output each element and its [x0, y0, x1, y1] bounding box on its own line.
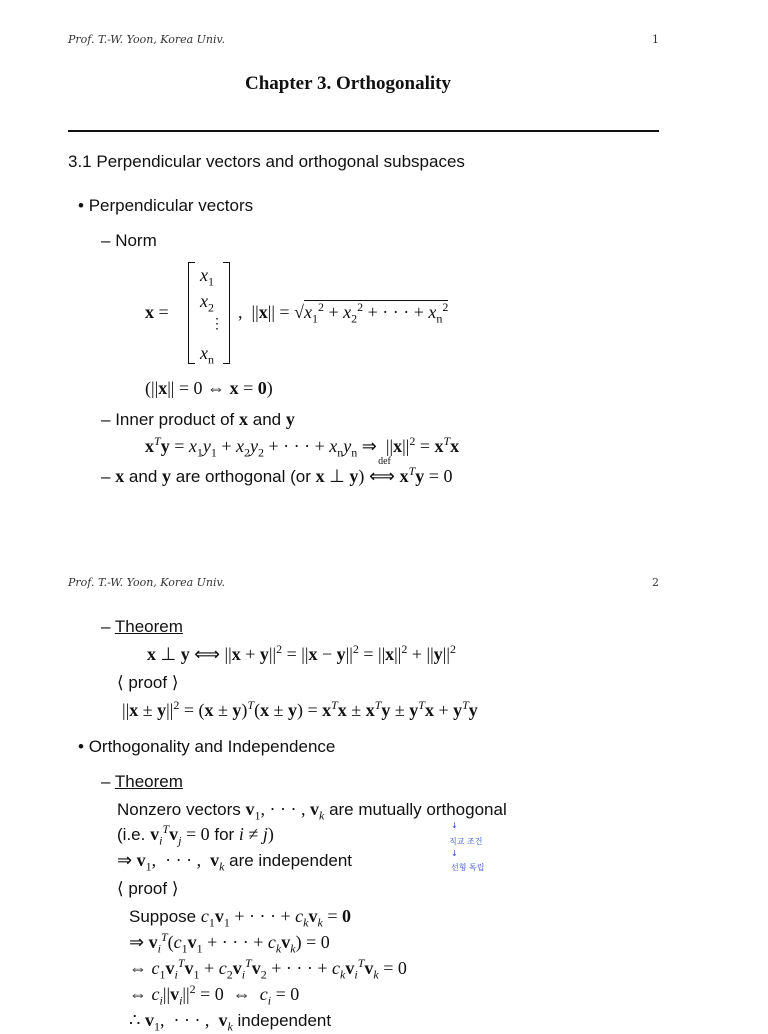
- nonzero-vectors-line: Nonzero vectors $v_1$, · · · , $v_k$ are mutually orthogonal: [117, 799, 507, 823]
- chapter-title: Chapter 3. Orthogonality: [245, 73, 452, 94]
- page1-header-author: Prof. T.-W. Yoon, Korea Univ.: [68, 33, 225, 46]
- proof-step-2: ⇔ $c_1v_i^Tv_1 + c_2v_i^Tv_2$ + · · · + $c_kv_i^Tv_k = 0$: [129, 956, 407, 982]
- proof1-label: ⟨ proof ⟩: [117, 673, 179, 692]
- bullet-perpendicular-vectors: • Perpendicular vectors: [78, 196, 254, 215]
- proof1-formula: $||x \pm y||^2 = (x \pm y)^T(x \pm y) = x^Tx \pm x^Ty \pm y^Tx + y^Ty$: [122, 698, 478, 720]
- page2-page-number: 2: [652, 576, 659, 589]
- independent-last: independent: [237, 1011, 332, 1030]
- vector-entry-xn: $x_n$: [200, 343, 214, 367]
- inner-product-item: – Inner product of x and y: [101, 409, 295, 429]
- ie-prefix: (i.e.: [117, 825, 146, 844]
- theorem1-label: Theorem: [114, 617, 183, 636]
- inner-product-label: Inner product of: [115, 410, 235, 429]
- theorem1-item: – Theorem: [101, 617, 183, 636]
- bullet-perpendicular-label: Perpendicular vectors: [88, 196, 254, 215]
- down-arrow-icon: ↓: [451, 821, 458, 830]
- norm-item: – Norm: [101, 231, 157, 250]
- norm-zero-note: (||x|| = 0 ⇔ x = 0): [145, 378, 273, 398]
- right-bracket: [223, 262, 230, 364]
- inner-product-formula: $x^Ty = x_1y_1 + x_2y_2$ + · · · + $x_ny_n$ ⇒ $||x||^2 = x^Tx$: [145, 434, 460, 460]
- independent-line: ⇒ $v_1$, · · · , $v_k$ are independent: [117, 850, 353, 874]
- handwritten-note-1: 직교 조건: [449, 837, 483, 846]
- orthogonal-definition: – x and y are orthogonal (or x ⊥ y) def ⟺ $x^Ty = 0$: [101, 456, 453, 486]
- independent-text: are independent: [229, 851, 353, 870]
- vector-entry-x2: $x_2$: [200, 291, 214, 315]
- vector-entry-x1: $x_1$: [200, 265, 214, 289]
- title-rule: [68, 130, 659, 132]
- orth-text: are orthogonal (or: [175, 467, 311, 486]
- section-heading: 3.1 Perpendicular vectors and orthogonal subspaces: [68, 152, 465, 171]
- theorem2-item: – Theorem: [101, 772, 183, 791]
- theorem2-label: Theorem: [114, 772, 183, 791]
- suppose-line: Suppose $c_1v_1$ + · · · + $c_kv_k = 0$: [129, 906, 351, 930]
- nonzero-prefix: Nonzero vectors: [117, 800, 241, 819]
- down-arrow-icon-2: ↓: [451, 849, 458, 858]
- nonzero-suffix: are mutually orthogonal: [329, 800, 507, 819]
- orth-and: and: [128, 467, 158, 486]
- vector-x-lhs: x =: [145, 302, 169, 322]
- ie-for: for: [214, 825, 235, 844]
- proof-step-1: ⇒ $v_i^T(c_1v_1$ + · · · + $c_kv_k) = 0$: [129, 930, 330, 956]
- theorem1-formula: x ⊥ y ⟺ $||x + y||^2 = ||x - y||^2 = ||x||^2 + ||y||^2$: [147, 642, 456, 664]
- suppose-label: Suppose: [129, 907, 197, 926]
- handwritten-note-2: 선형 독립: [451, 863, 485, 872]
- proof-conclusion: ∴ $v_1$, · · · , $v_k$ independent: [129, 1010, 332, 1034]
- norm-label: Norm: [115, 231, 157, 250]
- ie-line: (i.e. $v_i^Tv_j = 0$ for i ≠ j): [117, 822, 274, 848]
- norm-formula: , $||x|| = √x_1^2 + x_2^2$ + · · · + $x_n^2$: [238, 300, 449, 326]
- proof-step-3: ⇔ $c_i||v_i||^2 = 0$ ⇔ $c_i = 0$: [129, 982, 300, 1008]
- bullet-orthogonality-independence: • Orthogonality and Independence: [78, 737, 336, 756]
- bullet-orth-ind-label: Orthogonality and Independence: [88, 737, 336, 756]
- page1-page-number: 1: [652, 33, 659, 46]
- proof2-label: ⟨ proof ⟩: [117, 879, 179, 898]
- vector-entry-vdots: ⋮: [210, 317, 224, 332]
- def-label: def: [378, 456, 391, 467]
- inner-product-and: and: [252, 410, 282, 429]
- page2-header-author: Prof. T.-W. Yoon, Korea Univ.: [68, 576, 225, 589]
- left-bracket: [188, 262, 195, 364]
